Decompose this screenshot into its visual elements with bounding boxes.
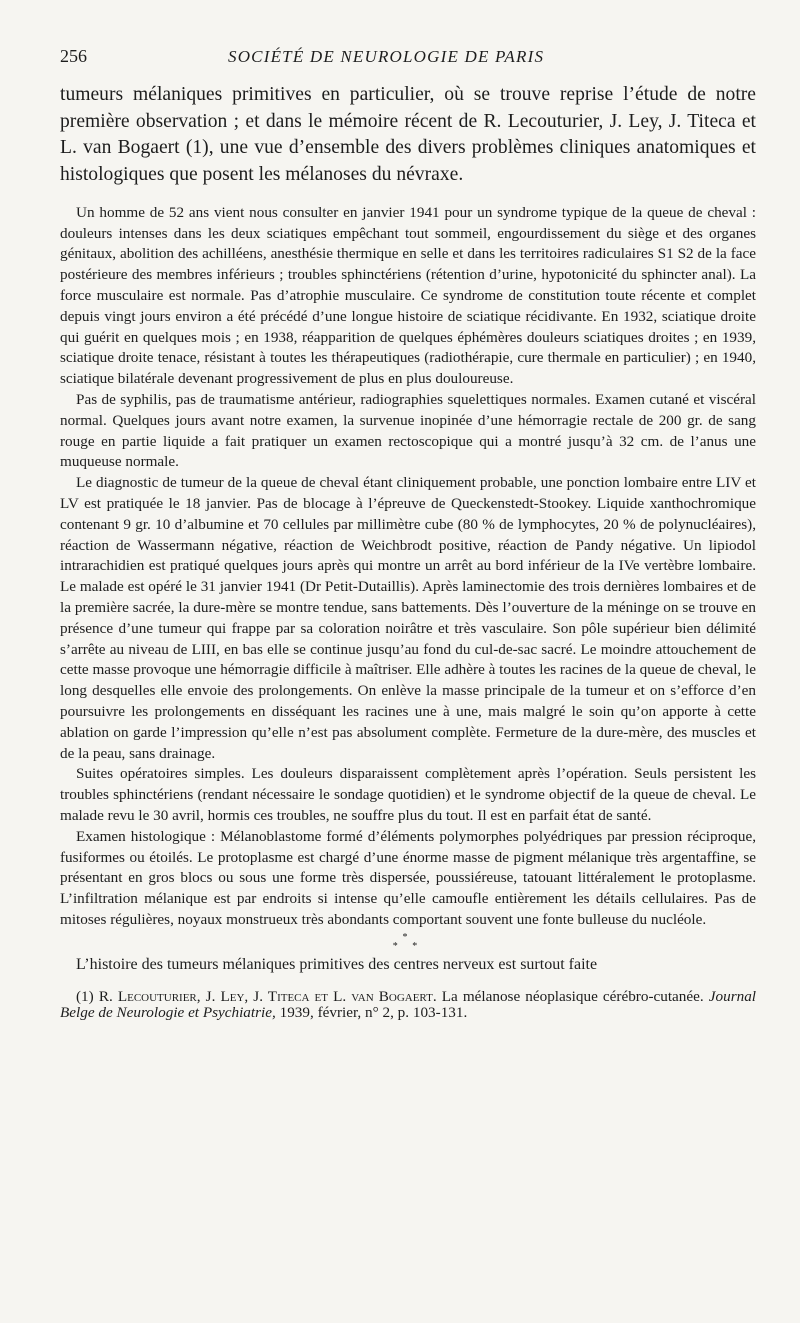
paragraph-examination: Pas de syphilis, pas de traumatisme antérieur, radiographies squelettiques normales. Examen cutané et viscéral normal. Quelques jours avant notre examen, la survenue inopinée d’une hémorragie rectale de 200 gr. de sang rouge en partie liquide a fait pratiquer un examen rectoscopique qui a montré jusqu’à 32 cm. de l’anus une muqueuse normale. <box>60 390 756 471</box>
footnote-authors: R. Lecouturier, J. Ley, J. Titeca et L. van Bogaert. <box>98 987 437 1005</box>
running-title: SOCIÉTÉ DE NEUROLOGIE DE PARIS <box>228 47 545 66</box>
footnote-details: 1939, février, n° 2, p. 103-131. <box>279 1004 468 1022</box>
footnote-marker: (1) <box>76 987 94 1005</box>
asterism-top: * <box>402 931 414 943</box>
intro-paragraph: tumeurs mélaniques primitives en particulier, où se trouve reprise l’étude de notre première observation ; et dans le mémoire récent de R. Lecouturier, J. Ley, J. Titeca et L. van Bogaert (1), une vue d’ensemble des divers problèmes cliniques anatomiques et histologiques que posent les mélanoses du névraxe. <box>60 84 756 186</box>
footnote-title: La mélanose néoplasique cérébro-cutanée. <box>441 987 704 1005</box>
paragraph-histology: Examen histologique : Mélanoblastome formé d’éléments polymorphes polyédriques par pression réciproque, fusiformes ou étoilés. Le protoplasme est chargé d’une énorme masse de pigment mélanique très argentaffine, se présentant en gros blocs ou sous une forme très dispersée, poussiéreuse, tatouant littéralement le protoplasme. L’infiltration mélanique est par endroits si intense qu’elle camoufle entièrement les détails cellulaires. Pas de mitoses régulières, noyaux monstrueux très abondants comportant souvent une fonte bulleuse du nucléole. <box>60 827 756 928</box>
footnote-journal: Journal Belge de Neurologie et Psychiatrie, <box>60 987 757 1022</box>
case-report <box>60 203 756 931</box>
paragraph-clinical-history: Un homme de 52 ans vient nous consulter en janvier 1941 pour un syndrome typique de la queue de cheval : douleurs intenses dans les deux sciatiques empêchant tout sommeil, engourdissement du siège et des organes génitaux, abolition des achilléens, anesthésie thermique en selle et dans les territoires radiculaires S1 S2 de la face postérieure des membres inférieurs ; troubles sphinctériens (rétention d’urine, hypotonicité du sphincter anal). La force musculaire est normale. Pas d’atrophie musculaire. Ce syndrome de constitution toute récente et complet depuis vingt jours environ a été précédé d’une longue histoire de sciatique récidivante. En 1932, sciatique droite qui guérit en quelques mois ; en 1938, réapparition de quelques éphémères douleurs sciatiques droites ; en 1939, sciatique droite tenace, résistant à toutes les thérapeutiques (radiothérapie, cure thermale en particulier) ; en 1940, sciatique bilatérale devenant progressivement de plus en plus douloureuse. <box>60 203 756 388</box>
footnote <box>60 989 756 1022</box>
page-header <box>60 46 756 76</box>
paragraph-postoperative: Suites opératoires simples. Les douleurs disparaissent complètement après l’opération. Seuls persistent les troubles sphinctériens (rendant nécessaire le sondage quotidien) et le syndrome objectif de la queue de cheval. Le malade revu le 30 avril, hormis ces troubles, ne souffre plus du tout. Il est en parfait état de santé. <box>60 765 756 824</box>
paragraph-diagnosis-operation: Le diagnostic de tumeur de la queue de cheval étant cliniquement probable, une ponction lombaire entre LIV et LV est pratiquée le 18 janvier. Pas de blocage à l’épreuve de Queckenstedt-Stookey. Liquide xanthochromique contenant 9 gr. 10 d’albumine et 70 cellules par millimètre cube (80 % de lymphocytes, 20 % de polynucléaires), réaction de Wassermann négative, réaction de Weichbrodt positive, réaction de Pandy négative. Un lipiodol intrarachidien est pratiqué quelques jours après qui montre un arrêt au bord inférieur de la IVe vertèbre lombaire. Le malade est opéré le 31 janvier 1941 (Dr Petit-Dutaillis). Après laminectomie des trois dernières lombaires et de la première sacrée, la dure-mère se montre tendue, sans battements. Dès l’ouverture de la méninge on se trouve en présence d’une tumeur qui frappe par sa coloration noirâtre et très vasculaire. Son pôle supérieur bien délimité s’arrête au niveau de LIII, en bas elle se continue jusqu’au fond du cul-de-sac sacré. Le moindre attouchement de cette masse provoque une hémorragie difficile à maîtriser. Elle adhère à toutes les racines de la queue de cheval, le long desquelles elle envoie des prolongements. On enlève la masse principale de la tumeur et on s’efforce d’en poursuivre les prolongements en disséquant les racines une à une, mais malgré le soin qu’on apporte à cette ablation on garde l’impression qu’elle n’est pas absolument complète. Fermeture de la dure-mère, des muscles et de la peau, sans drainage. <box>60 474 756 762</box>
page-number: 256 <box>60 46 87 66</box>
closing-line: L’histoire des tumeurs mélaniques primitives des centres nerveux est surtout faite <box>76 955 598 973</box>
asterism-bottom: * * <box>392 940 424 952</box>
section-separator <box>60 933 756 951</box>
